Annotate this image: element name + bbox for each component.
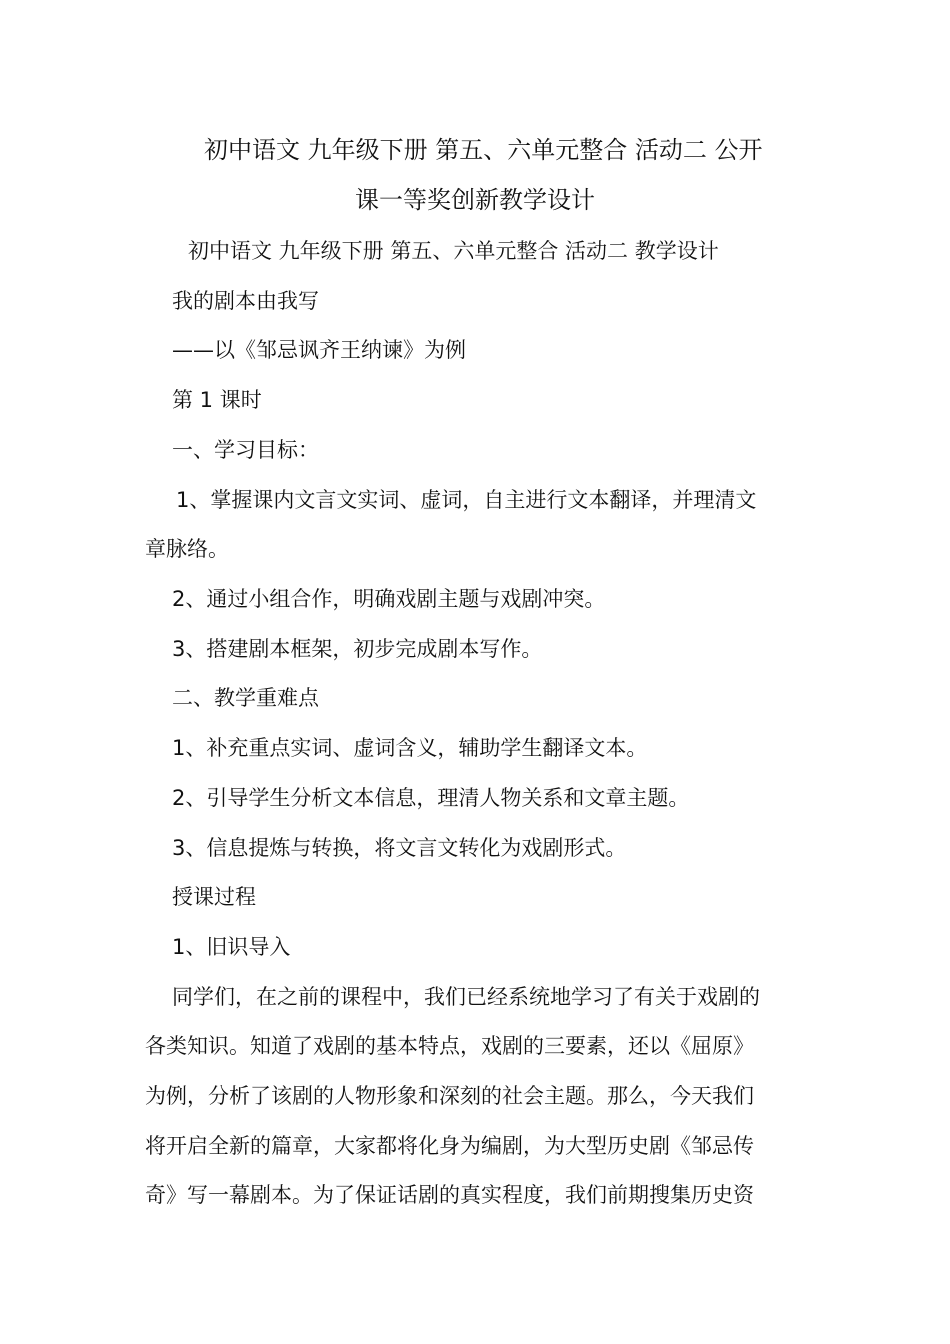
objective-2: 2、通过小组合作，明确戏剧主题与戏剧冲突。 [172,587,606,611]
process-heading: 授课过程 [172,885,256,909]
keypoint-3: 3、信息提炼与转换，将文言文转化为戏剧形式。 [172,836,627,860]
objective-1-line-2: 章脉络。 [145,537,229,561]
objective-3: 3、搭建剧本框架，初步完成剧本写作。 [172,637,543,661]
objectives-heading: 一、学习目标： [172,438,319,462]
keypoints-heading: 二、教学重难点 [172,686,319,710]
paragraph-line-2: 各类知识。知道了戏剧的基本特点，戏剧的三要素，还以《屈原》 [145,1034,754,1058]
objective-1-line-1: 1、掌握课内文言文实词、虚词，自主进行文本翻译，并理清文 [176,488,757,512]
paragraph-line-5: 奇》写一幕剧本。为了保证话剧的真实程度，我们前期搜集历史资 [145,1183,754,1207]
paragraph-line-4: 将开启全新的篇章，大家都将化身为编剧，为大型历史剧《邹忌传 [145,1134,754,1158]
paragraph-line-1: 同学们，在之前的课程中，我们已经系统地学习了有关于戏剧的 [172,985,760,1009]
document-title-line-1: 初中语文 九年级下册 第五、六单元整合 活动二 公开 [204,136,763,164]
step-1: 1、旧识导入 [172,935,291,959]
paragraph-line-3: 为例，分析了该剧的人物形象和深刻的社会主题。那么，今天我们 [145,1084,754,1108]
document-subtitle: 初中语文 九年级下册 第五、六单元整合 活动二 教学设计 [188,239,719,263]
heading-script: 我的剧本由我写 [172,289,319,313]
document-title-line-2: 课一等奖创新教学设计 [355,186,595,214]
keypoint-2: 2、引导学生分析文本信息，理清人物关系和文章主题。 [172,786,690,810]
heading-example: ——以《邹忌讽齐王纳谏》为例 [172,338,466,362]
lesson-label: 第 1 课时 [172,388,262,412]
keypoint-1: 1、补充重点实词、虚词含义，辅助学生翻译文本。 [172,736,648,760]
